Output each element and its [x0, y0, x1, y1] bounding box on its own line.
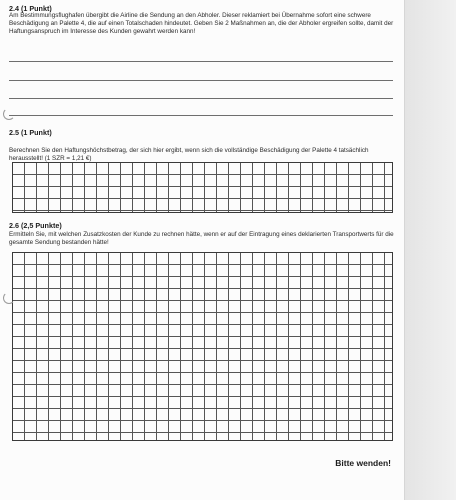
answer-grid-2-6[interactable]	[12, 252, 393, 441]
task-2-5-text: Berechnen Sie den Haftungshöchstbetrag, der sich hier ergibt, wenn sich die vollständige Beschädigung der Palette 4 tatsächlich herausstellt! (1 SZR = 1,21 €)	[9, 147, 369, 162]
answer-line[interactable]	[9, 80, 393, 81]
answer-grid-2-5[interactable]	[12, 162, 393, 213]
turn-page-note: Bitte wenden!	[335, 458, 391, 468]
task-2-4-heading: 2.4 (1 Punkt)	[9, 4, 52, 13]
scan-background	[405, 0, 456, 500]
binder-hole-mark	[3, 108, 15, 120]
task-2-4-text: Am Bestimmungsflughafen übergibt die Airline die Sendung an den Abholer. Dieser reklamiert bei Übernahme sofort eine schwere Beschädigung an Palette 4, die auf einen Totalschaden hindeutet. Geben Sie 2 Maßnahmen an, die der Abholer ergreifen sollte, damit der Haftungsanspruch im Interesse des Kunden gewahrt werden kann!	[9, 12, 394, 35]
task-2-5-heading: 2.5 (1 Punkt)	[9, 128, 52, 137]
task-2-6-text: Ermitteln Sie, mit welchen Zusatzkosten der Kunde zu rechnen hätte, wenn er auf der Eintragung eines deklarierten Transportwerts für die gesamte Sendung bestanden hätte!	[9, 231, 394, 246]
answer-line[interactable]	[9, 98, 393, 99]
binder-hole-mark	[3, 292, 15, 304]
answer-line[interactable]	[9, 115, 393, 116]
task-2-6-heading: 2.6 (2,5 Punkte)	[9, 221, 62, 230]
answer-line[interactable]	[9, 61, 393, 62]
